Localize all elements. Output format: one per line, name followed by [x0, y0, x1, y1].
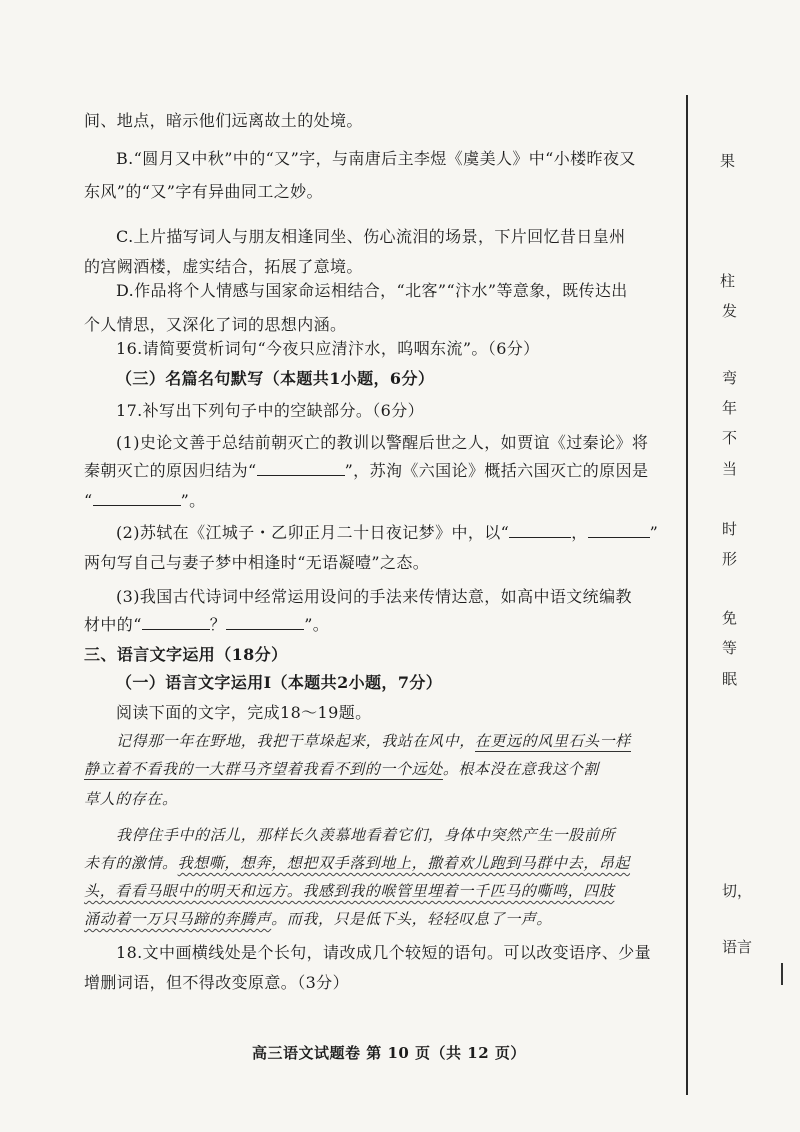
answer-blank[interactable]: [142, 615, 210, 630]
option-d: D.作品将个人情感与国家命运相结合，“北客”“汴水”等意象，既传达出: [116, 281, 628, 300]
passage-line: [116, 730, 631, 751]
text-fragment: ”，苏洵《六国论》概括六国灭亡的原因是: [344, 461, 649, 480]
side-char: 年: [722, 399, 738, 417]
text-fragment: 材中的“: [84, 615, 142, 634]
answer-blank[interactable]: [509, 523, 571, 538]
passage-line: 草人的存在。: [84, 790, 178, 808]
q17-item-2: [116, 520, 658, 543]
passage-line: [84, 758, 599, 779]
text-fragment: ”。: [304, 615, 330, 634]
side-char: 眠: [722, 670, 738, 688]
text-fragment: ”: [649, 523, 659, 542]
answer-blank[interactable]: [588, 523, 650, 538]
text-line: 两句写自己与妻子梦中相逢时“无语凝噎”之态。: [84, 553, 430, 572]
section-heading-language: 三、语言文字运用（18分）: [84, 645, 288, 664]
side-char: 切，: [722, 882, 753, 900]
passage-line: [84, 908, 552, 929]
wavy-underlined-text: 我想嘶，想奔，想把双手落到地上，撒着欢儿跑到马群中去，昂起: [177, 854, 631, 872]
page-footer: 高三语文试题卷 第 10 页（共 12 页）: [252, 1044, 526, 1062]
column-divider: [686, 95, 688, 1095]
q17-item-3: (3)我国古代诗词中经常运用设问的手法来传情达意，如高中语文统编教: [116, 587, 632, 606]
text-fragment: 秦朝灭亡的原因归结为“: [84, 461, 257, 480]
edge-mark: [781, 963, 783, 985]
option-b: B.“圆月又中秋”中的“又”字，与南唐后主李煜《虞美人》中“小楼昨夜又: [116, 149, 636, 168]
text-line: [84, 612, 329, 635]
text-fragment: “: [84, 491, 93, 510]
text-fragment: (2)苏轼在《江城子・乙卯正月二十日夜记梦》中，以“: [116, 523, 510, 542]
wavy-underlined-text: 头，看看马眼中的明天和远方。我感到我的喉管里埋着一千匹马的嘶鸣，四肢: [84, 882, 615, 900]
side-char: 时: [722, 520, 738, 538]
question-16: 16.请简要赏析词句“今夜只应清汴水，呜咽东流”。（6分）: [116, 339, 540, 358]
subsection-heading: （一）语言文字运用Ⅰ（本题共2小题，7分）: [116, 673, 443, 692]
passage-line: [84, 852, 630, 873]
side-char: 弯: [722, 369, 738, 387]
side-char: 形: [722, 550, 738, 568]
wavy-underlined-text: 涌动着一万只马蹄的奔腾声: [84, 910, 272, 928]
q17-item-1: (1)史论文善于总结前朝灭亡的教训以警醒后世之人，如贾谊《过秦论》将: [116, 433, 649, 452]
question-17: 17.补写出下列句子中的空缺部分。（6分）: [116, 401, 425, 420]
underlined-long-sentence: 在更远的风里石头一样: [474, 732, 631, 750]
text-fragment: 。而我，只是低下头，轻轻叹息了一声。: [271, 910, 553, 928]
text-fragment: 未有的激情。: [84, 854, 178, 872]
passage-line: [84, 880, 614, 901]
text-fragment: ？: [209, 615, 227, 634]
side-char: 当: [722, 460, 738, 478]
text-line: [84, 458, 648, 481]
side-char: 免: [722, 609, 738, 627]
text-line: 个人情思，又深化了词的思想内涵。: [84, 315, 347, 334]
answer-blank[interactable]: [257, 461, 345, 476]
underlined-long-sentence: 静立着不看我的一大群马齐望着我看不到的一个远处: [84, 760, 443, 778]
answer-blank[interactable]: [93, 491, 181, 506]
text-line: 东风”的“又”字有异曲同工之妙。: [84, 182, 323, 201]
text-line: 增删词语，但不得改变原意。（3分）: [84, 973, 349, 992]
text-line: [84, 488, 206, 511]
answer-blank[interactable]: [226, 615, 304, 630]
text-fragment: 。根本没在意我这个割: [442, 760, 599, 778]
text-fragment: ，: [571, 523, 588, 542]
section-heading-3: （三）名篇名句默写（本题共1小题，6分）: [116, 369, 435, 388]
side-char: 不: [722, 429, 738, 447]
side-char: 语言: [722, 938, 753, 956]
side-char: 柱: [720, 272, 736, 290]
side-char: 果: [720, 152, 736, 170]
text-line: 的宫阙酒楼，虚实结合，拓展了意境。: [84, 257, 363, 276]
text-fragment: ”。: [180, 491, 206, 510]
option-c: C.上片描写词人与朋友相逢同坐、伤心流泪的场景，下片回忆昔日皇州: [116, 227, 626, 246]
passage-line: 我停住手中的活儿，那样长久羡慕地看着它们，身体中突然产生一股前所: [116, 826, 616, 844]
side-char: 发: [722, 302, 738, 320]
text-fragment: 记得那一年在野地，我把干草垛起来，我站在风中，: [116, 732, 475, 750]
instruction-line: 阅读下面的文字，完成18～19题。: [116, 703, 372, 722]
text-line: 间、地点，暗示他们远离故土的处境。: [84, 111, 363, 130]
question-18: 18.文中画横线处是个长句，请改成几个较短的语句。可以改变语序、少量: [116, 943, 652, 962]
side-char: 等: [722, 639, 738, 657]
